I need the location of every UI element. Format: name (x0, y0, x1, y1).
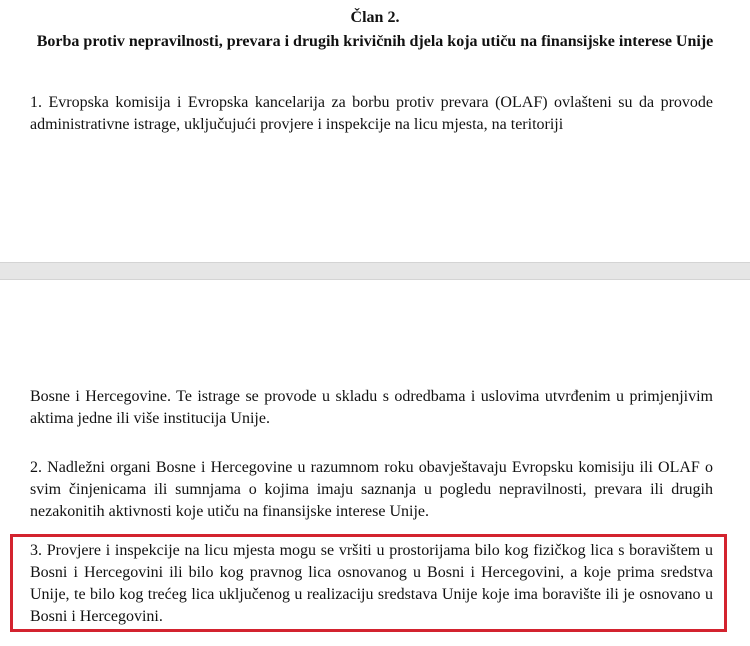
paragraph-1-start: 1. Evropska komisija i Evropska kancelarija za borbu protiv prevara (OLAF) ovlašteni su da provode administrativne istrage, uključujući provjere i inspekcije na licu mjesta, na teritoriji (30, 94, 713, 133)
page-break (0, 262, 750, 280)
paragraph-1-end: Bosne i Hercegovine. Te istrage se provode u skladu s odredbama i uslovima utvrđenim u primjenjivim aktima jedne ili više institucija Unije. (30, 388, 713, 427)
paragraph-2: 2. Nadležni organi Bosne i Hercegovine u razumnom roku obavještavaju Evropsku komisiju ili OLAF o svim činjenicama ili sumnjama o kojima imaju saznanja u pogledu nepravilnosti, prevara ili drugih nezakonitih aktivnosti koje utiču na finansijske interese Unije. (30, 459, 713, 520)
document-page-1 (0, 0, 750, 262)
document-page-2 (0, 280, 750, 646)
article-title: Borba protiv nepravilnosti, prevara i drugih krivičnih djela koja utiču na finansijske interese Unije (36, 33, 714, 50)
article-number: Član 2. (350, 9, 400, 26)
paragraph-3: 3. Provjere i inspekcije na licu mjesta mogu se vršiti u prostorijama bilo kog fizičkog lica s boravištem u Bosni i Hercegovini ili bilo kog pravnog lica osnovanog u Bosni i Hercegovini, a koje prima sredstva Unije, te bilo kog trećeg lica uključenog u realizaciju sredstava Unije koje ima boravište ili je osnovano u Bosni i Hercegovini. (30, 542, 713, 625)
